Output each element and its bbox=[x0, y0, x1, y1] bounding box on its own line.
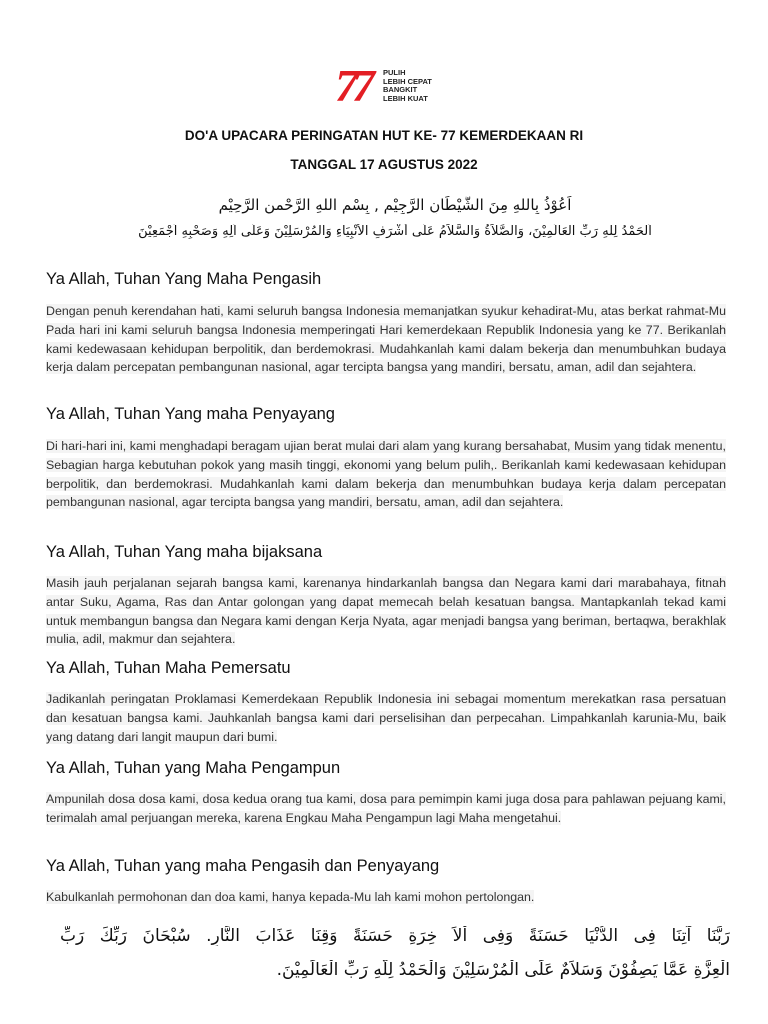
logo-tagline-line: BANGKIT bbox=[383, 85, 418, 94]
arabic-opening-line-1: اَعُوْذُ بِاللهِ مِنَ الشَّيْطَانِ الرَّجِيْم , بِسْمِ اللهِ الرَّحْمنِ الرَّحِيْمِ bbox=[218, 196, 572, 214]
section-paragraph bbox=[46, 790, 726, 828]
logo-tagline bbox=[383, 69, 432, 103]
section-paragraph bbox=[46, 574, 726, 649]
document-title: DO'A UPACARA PERINGATAN HUT KE- 77 KEMERDEKAAN RI bbox=[184, 128, 584, 143]
section-heading: Ya Allah, Tuhan Yang maha Penyayang bbox=[46, 405, 335, 423]
arabic-closing-line-1: رَبَّنَا آتِنَا فِى الدُّنْيَا حَسَنَةً وَفِى اْلاَ خِرَةِ حَسَنَةً وَقِنَا عَذَابَ النَّارِ. سُبْحَانَ رَبِّكَ رَبِّ bbox=[60, 926, 730, 946]
section-paragraph-text: Dengan penuh kerendahan hati, kami seluruh bangsa Indonesia memanjatkan syukur kehadirat-Mu, atas berkat rahmat-Mu Pada hari ini kami seluruh bangsa Indonesia memperingati Hari kemerdekaan Republik Indonesia yang ke 77. Berikanlah kami kedewasaan kehidupan berpolitik, dan berdemokrasi. Mudahkanlah kami dalam bekerja dan menumbuhkan budaya kerja dalam percepatan pembangunan nasional, agar tercipta bangsa yang mandiri, bersatu, aman, adil dan sejahtera. bbox=[46, 304, 726, 375]
section-heading: Ya Allah, Tuhan Maha Pemersatu bbox=[46, 659, 291, 677]
section-paragraph-text: Di hari-hari ini, kami menghadapi beragam ujian berat mulai dari alam yang kurang bersahabat, Musim yang tidak menentu, Sebagian harga kebutuhan pokok yang masih tinggi, ekonomi yang belum pulih,. Berikanlah kami kedewasaan kehidupan berpolitik, dan berdemokrasi. Mudahkanlah kami dalam bekerja dan menumbuhkan budaya kerja dalam percepatan pembangunan nasional, agar tercipta bangsa yang mandiri, bersatu, aman, adil dan sejahtera. bbox=[46, 439, 726, 510]
section-paragraph-text: Jadikanlah peringatan Proklamasi Kemerdekaan Republik Indonesia ini sebagai momentum merekatkan rasa persatuan dan kesatuan bangsa kami. Jauhkanlah bangsa kami dari perselisihan dan perpecahan. Limpahkanlah karunia-Mu, baik yang datang dari langit maupun dari bumi. bbox=[46, 692, 726, 744]
section-paragraph bbox=[46, 888, 726, 907]
document-date: TANGGAL 17 AGUSTUS 2022 bbox=[290, 157, 478, 172]
section-paragraph bbox=[46, 690, 726, 746]
section-paragraph-text: Kabulkanlah permohonan dan doa kami, hanya kepada-Mu lah kami mohon pertolongan. bbox=[46, 890, 535, 904]
logo-tagline-line: LEBIH CEPAT bbox=[383, 76, 432, 86]
section-heading: Ya Allah, Tuhan Yang Maha Pengasih bbox=[46, 270, 322, 288]
logo-mark: 77 bbox=[335, 60, 369, 111]
section-heading: Ya Allah, Tuhan yang maha Pengasih dan Penyayang bbox=[46, 857, 440, 875]
logo-tagline-line: PULIH bbox=[383, 68, 406, 77]
arabic-opening-line-2: اَلْحَمْدُ لِلّهِ رَبِّ الْعَالَمِيْنَ، وَالصَّلاَةُ وَالسَّلاَمُ عَلَى أَشْرَفِ اْلأَنْبِيَاءِ وَالْمُرْسَلِيْنَ وَعَلَى اَلِهِ وَصَحْبِهِ اَجْمَعِيْنَ bbox=[138, 224, 652, 239]
section-heading: Ya Allah, Tuhan Yang maha bijaksana bbox=[46, 543, 323, 561]
section-paragraph bbox=[46, 437, 726, 512]
arabic-closing-line-2: الْعِزَّةِ عَمَّا يَصِفُوْنَ وَسَلاَمٌ عَلَى الْمُرْسَلِيْنَ وَالْحَمْدُ لِلّهِ رَبِّ الْعَالَمِيْنَ. bbox=[276, 960, 730, 980]
section-heading: Ya Allah, Tuhan yang Maha Pengampun bbox=[46, 759, 341, 777]
logo-tagline-line: LEBIH KUAT bbox=[383, 93, 428, 103]
section-paragraph bbox=[46, 302, 726, 377]
section-paragraph-text: Ampunilah dosa dosa kami, dosa kedua orang tua kami, dosa para pemimpin kami juga dosa para pahlawan pejuang kami, terimalah amal perjuangan mereka, karena Engkau Maha Pengampun lagi Maha mengetahui. bbox=[46, 792, 726, 825]
hut-ri-77-logo bbox=[335, 60, 432, 111]
section-paragraph-text: Masih jauh perjalanan sejarah bangsa kami, karenanya hindarkanlah bangsa dan Negara kami dari marabahaya, fitnah antar Suku, Agama, Ras dan Antar golongan yang dapat memecah belah kesatuan bangsa. Mantapkanlah tekad kami untuk membangun bangsa dan Negara kami dengan Kerja Nyata, agar menjadi bangsa yang beriman, bertaqwa, berakhlak mulia, adil, makmur dan sejahtera. bbox=[46, 576, 726, 647]
